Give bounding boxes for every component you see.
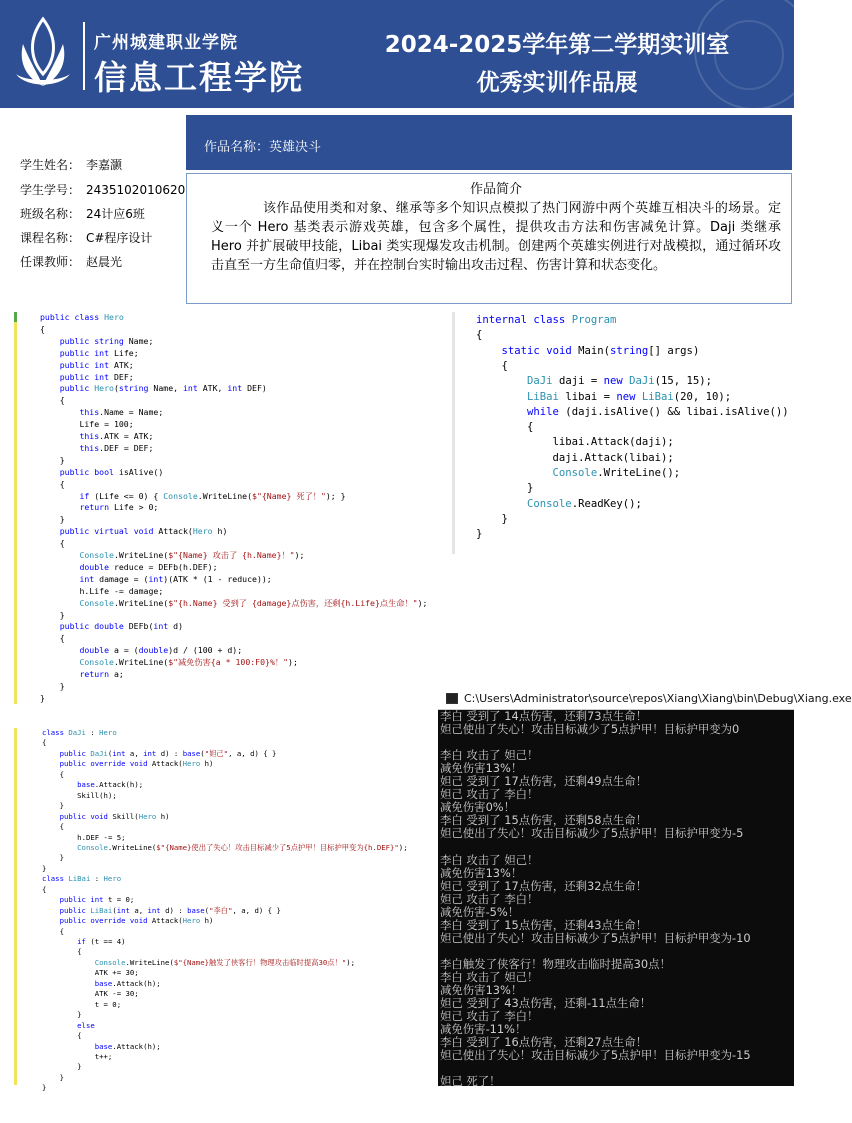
code-line: daji.Attack(libai); (552, 451, 674, 464)
console-line: 李白 受到了 15点伤害，还剩43点生命！ (440, 917, 648, 932)
code-line: } (476, 482, 534, 495)
console-line: 李白 受到了 14点伤害，还剩73点生命！ (440, 709, 648, 723)
code-line: } (476, 528, 483, 541)
code-line: base.Attack(h); (94, 1041, 161, 1051)
code-line: this.Name = Name; (79, 407, 164, 418)
code-line: } (42, 863, 47, 873)
code-line: Console.WriteLine($"{h.Name} 受到了 {damage}点伤害，还剩{h.Life}点生命！"); (79, 597, 428, 608)
code-line: else (77, 1020, 95, 1030)
console-line: 妲己 受到了 43点伤害，还剩-11点生命！ (440, 996, 652, 1011)
console-line: 妲己 攻击了 李白！ (440, 787, 539, 802)
console-line: 减免伤害-5%！ (440, 904, 520, 919)
console-line: 妲己使出了失心！攻击目标减少了5点护甲！目标护甲变为-10 (440, 930, 751, 945)
code-line: { (42, 947, 82, 957)
code-line: } (42, 1062, 82, 1072)
info-row-id: 学生学号： 2435102010620 (20, 183, 186, 197)
code-line: this.ATK = ATK; (79, 431, 154, 441)
work-title: 作品名称：英雄决斗 (204, 140, 322, 155)
console-line: 妲己使出了失心！攻击目标减少了5点护甲！目标护甲变为-5 (440, 826, 744, 841)
code-line: } (42, 801, 64, 811)
code-line: Life = 100; (79, 419, 134, 430)
code-line: public int t = 0; (59, 895, 135, 905)
code-line: return Life > 0; (79, 502, 159, 513)
code-line: { (40, 395, 65, 406)
code-line: Console.WriteLine($"{Name}使出了失心！攻击目标减少了5点护甲！目标护甲变为{h.DEF}"); (77, 842, 408, 852)
code-line: ATK += 30; (94, 968, 139, 978)
code-line: t = 0; (94, 999, 122, 1009)
code-line: h.DEF -= 5; (77, 832, 126, 842)
department-name: 信息工程学院 (94, 58, 304, 97)
intro-body: 该作品使用类和对象、继承等多个知识点模拟了热门网游中两个英雄互相决斗的场景。定义一个 Hero 基类表示游戏英雄，包含多个属性，提供攻击方法和伤害减免计算。Daji 类继承 Hero 并扩展破甲技能，Libai 类实现爆发攻击机制。创建两个英雄实例进行对战模拟，通过循环攻击直至一方生命值归零，并在控制台实时输出攻击过程、伤害计算和状态变化。 (211, 201, 781, 273)
console-line: 李白触发了侠客行！物理攻击临时提高30点！ (440, 956, 671, 971)
console-line: 妲己 受到了 17点伤害，还剩49点生命！ (440, 774, 648, 789)
code-line: public class Hero (40, 312, 124, 322)
code-line: LiBai libai = new LiBai(20, 10); (527, 390, 732, 403)
code-gutter (444, 308, 466, 558)
code-line: libai.Attack(daji); (552, 436, 674, 449)
code-line: { (42, 822, 64, 832)
code-line: { (476, 359, 508, 372)
console-line: 妲己使出了失心！攻击目标减少了5点护甲！目标护甲变为-15 (440, 1048, 751, 1063)
info-row-course: 课程名称： C#程序设计 (20, 231, 153, 245)
code-line: } (42, 853, 64, 863)
console-line: 李白 受到了 16点伤害，还剩27点生命！ (440, 1035, 648, 1050)
code-line: { (42, 738, 47, 748)
code-line: } (40, 514, 65, 525)
code-line: int damage = (int)(ATK * (1 - reduce)); (79, 573, 272, 584)
code-line: { (42, 769, 64, 779)
code-line: double reduce = DEFb(h.DEF); (79, 561, 218, 572)
code-line: public int DEF; (59, 371, 134, 382)
student-name: 李嘉灏 (86, 158, 123, 172)
code-gutter (6, 308, 28, 708)
code-line: public double DEFb(int d) (59, 621, 184, 632)
student-id: 2435102010620 (86, 183, 186, 197)
console-line: 李白 受到了 15点伤害，还剩58点生命！ (440, 813, 648, 828)
code-line: double a = (double)d / (100 + d); (79, 645, 243, 656)
code-panel-subclasses (6, 724, 436, 1093)
console-line: 减免伤害13%！ (440, 865, 523, 880)
code-line: { (476, 329, 483, 342)
code-line: { (40, 538, 65, 549)
code-line: Console.WriteLine($"{Name}触发了侠客行！物理攻击临时提高30点！"); (94, 957, 356, 967)
class-name: 24计应6班 (86, 207, 145, 221)
code-line: return a; (79, 669, 124, 679)
code-line: } (40, 692, 45, 703)
console-line: 减免伤害13%！ (440, 761, 523, 776)
code-line: this.DEF = DEF; (79, 442, 154, 453)
code-line: Console.WriteLine($"{Name} 攻击了 {h.Name}！"); (79, 550, 305, 560)
code-line: } (40, 609, 65, 620)
code-line: class LiBai : Hero (42, 874, 122, 884)
code-line: Console.WriteLine($"减免伤害{a * 100:F0}%！"); (79, 657, 298, 668)
course-name: C#程序设计 (86, 231, 153, 245)
code-line: public int ATK; (59, 359, 134, 370)
code-line: Skill(h); (77, 790, 117, 800)
code-line: { (42, 884, 47, 894)
school-logo-icon (8, 14, 78, 94)
code-line: { (40, 478, 65, 489)
code-line: { (40, 633, 65, 644)
code-line: internal class Program (476, 314, 617, 326)
code-line: Console.WriteLine(); (552, 467, 681, 479)
code-line: public virtual void Attack(Hero h) (59, 526, 228, 537)
info-row-name: 学生姓名： 李嘉灏 (20, 158, 123, 172)
console-line: 妲己 受到了 17点伤害，还剩32点生命！ (440, 878, 648, 893)
code-line: public LiBai(int a, int d) : base("李白", a, d) { } (59, 905, 281, 915)
code-line: } (40, 454, 65, 465)
code-line: if (Life <= 0) { Console.WriteLine($"{Name} 死了！"); } (79, 490, 346, 501)
code-line: h.Life -= damage; (79, 585, 164, 596)
code-line: static void Main(string[] args) (501, 344, 700, 357)
teacher-name: 赵晨光 (86, 255, 123, 269)
info-row-teacher: 任课教师： 赵晨光 (20, 255, 123, 269)
exhibition-title-line1: 2024-2025学年第二学期实训室 (384, 32, 730, 58)
intro-heading: 作品简介 (469, 182, 522, 197)
logo-divider (83, 22, 85, 90)
code-line: t++; (94, 1051, 113, 1061)
code-line: { (40, 323, 45, 334)
code-line: public override void Attack(Hero h) (59, 916, 214, 926)
console-line: 妲己使出了失心！攻击目标减少了5点护甲！目标护甲变为0 (440, 722, 740, 737)
code-line: { (42, 926, 64, 936)
console-line: 妲己 攻击了 李白！ (440, 1009, 539, 1024)
code-line: public override void Attack(Hero h) (59, 759, 214, 769)
code-line: public void Skill(Hero h) (59, 811, 170, 821)
code-line: public Hero(string Name, int ATK, int DEF) (59, 383, 267, 394)
console-title: C:\Users\Administrator\source\repos\Xiang\Xiang\bin\Debug\Xiang.exe (464, 692, 852, 705)
info-row-class: 班级名称： 24计应6班 (20, 207, 145, 221)
code-line: class DaJi : Hero (42, 728, 117, 737)
console-line: 李白 攻击了 妲己！ (440, 852, 539, 867)
code-line: base.Attack(h); (94, 978, 161, 988)
code-line: DaJi daji = new DaJi(15, 15); (527, 375, 713, 388)
code-panel-program (444, 308, 794, 558)
console-titlebar[interactable] (438, 688, 852, 710)
code-line: { (476, 421, 534, 434)
code-line: } (42, 1072, 64, 1082)
console-line: 妲己 攻击了 李白！ (440, 891, 539, 906)
console-line: 李白 攻击了 妲己！ (440, 970, 539, 984)
code-line: Console.ReadKey(); (527, 497, 642, 510)
code-panel-hero (6, 308, 438, 708)
code-line: { (42, 1031, 82, 1041)
console-line: 减免伤害-11%！ (440, 1022, 527, 1037)
code-line: public DaJi(int a, int d) : base("妲己", a, d) { } (59, 748, 277, 758)
code-line: } (42, 1010, 82, 1020)
code-gutter (6, 724, 28, 1089)
code-line: public bool isAlive() (59, 466, 164, 477)
work-title-box (186, 115, 792, 170)
code-line: ATK -= 30; (94, 989, 139, 999)
console-line: 减免伤害13%！ (440, 983, 523, 998)
work-intro (186, 173, 792, 304)
code-line: while (daji.isAlive() && libai.isAlive()) (527, 405, 789, 418)
code-line: } (40, 680, 65, 691)
console-line: 李白 攻击了 妲己！ (440, 748, 539, 763)
console-window (438, 688, 852, 1089)
console-line: 减免伤害0%！ (440, 800, 516, 815)
code-line: } (476, 512, 508, 525)
exhibition-title-line2: 优秀实训作品展 (476, 70, 638, 96)
code-line: if (t == 4) (77, 937, 126, 946)
code-line: public int Life; (59, 347, 139, 358)
console-icon (446, 693, 458, 704)
code-line: base.Attack(h); (77, 780, 144, 790)
console-line: 妲己 死了！ (440, 1074, 501, 1089)
school-name: 广州城建职业学院 (94, 33, 238, 53)
page-header (0, 0, 794, 108)
code-line: } (42, 1083, 47, 1093)
code-line: public string Name; (59, 335, 154, 346)
